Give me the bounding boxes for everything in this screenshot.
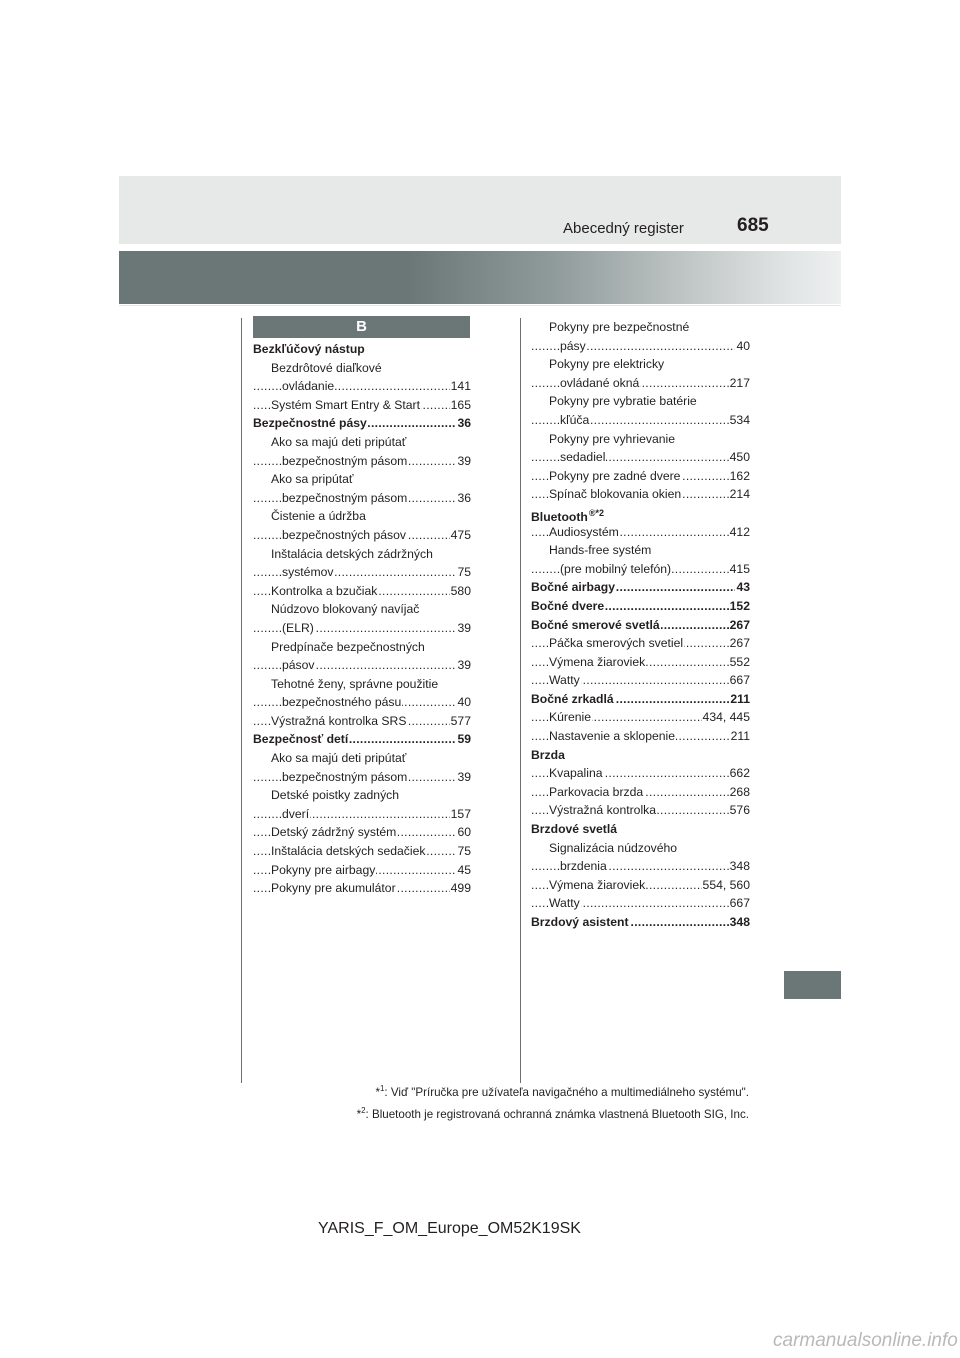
entry-text: Páčka smerových svetiel: [549, 636, 684, 651]
entry-text: Čistenie a údržba: [271, 509, 366, 524]
entry-page: 554, 560: [702, 876, 750, 895]
index-entry: [531, 318, 750, 337]
index-entry: [531, 578, 750, 597]
index-entry: [531, 708, 750, 727]
header-band: [119, 176, 841, 244]
entry-page: 75: [456, 842, 471, 861]
entry-text: Bezdrôtové diaľkové: [271, 360, 382, 375]
entry-text: Inštalácia detských zádržných: [271, 546, 433, 561]
entry-text: ovládanie: [282, 379, 335, 394]
entry-page: 43: [735, 578, 750, 597]
index-column-left: [253, 340, 471, 898]
index-entry: [531, 839, 750, 858]
entry-text: pásy: [560, 338, 586, 353]
watermark: carmanualsonline.info: [773, 1330, 958, 1351]
entry-text: Brzdové svetlá: [531, 822, 618, 837]
entry-text: Bočné airbagy: [531, 580, 615, 595]
entry-superscript: ®*2: [588, 507, 605, 518]
entry-page: 534: [729, 411, 750, 430]
index-entry: [531, 876, 750, 895]
entry-text: Výstražná kontrolka: [549, 803, 657, 818]
chapter-side-tab: [784, 971, 841, 999]
index-entry: [531, 504, 750, 523]
index-entry: [531, 374, 750, 393]
index-entry: [253, 470, 471, 489]
entry-page: 667: [729, 671, 750, 690]
index-entry: [531, 801, 750, 820]
entry-text: Pokyny pre bezpečnostné: [549, 320, 690, 334]
entry-text: Bezpečnosť detí: [253, 732, 349, 747]
entry-text: Signalizácia núdzového: [549, 840, 678, 855]
entry-page: 165: [450, 396, 471, 415]
index-entry: [531, 746, 750, 765]
entry-text: Bezpečnostné pásy: [253, 416, 367, 431]
entry-text: Hands-free systém: [549, 543, 652, 558]
index-entry: [253, 842, 471, 861]
index-entry: [531, 690, 750, 709]
index-entry: [253, 786, 471, 805]
entry-text: kľúča: [560, 412, 590, 427]
index-entry: [531, 913, 750, 932]
index-entry: [253, 414, 471, 433]
entry-page: 667: [729, 894, 750, 913]
entry-page: 214: [729, 485, 750, 504]
footnotes: [357, 1080, 749, 1124]
index-entry: [531, 337, 750, 356]
entry-page: 267: [729, 616, 750, 635]
index-entry: [253, 396, 471, 415]
entry-text: Tehotné ženy, správne použitie: [271, 676, 439, 691]
index-entry: [531, 671, 750, 690]
entry-page: 59: [456, 730, 471, 749]
index-entry: [253, 545, 471, 564]
entry-text: Bezkľúčový nástup: [253, 342, 365, 356]
document-id: YARIS_F_OM_Europe_OM52K19SK: [318, 1220, 581, 1237]
entry-text: dverí: [282, 806, 310, 821]
index-entry: [531, 467, 750, 486]
entry-text: (ELR): [282, 620, 314, 635]
entry-page: 348: [729, 913, 750, 932]
entry-text: Kvapalina: [549, 766, 603, 781]
entry-page: 141: [450, 377, 471, 396]
index-entry: [531, 411, 750, 430]
entry-page: 39: [456, 452, 471, 471]
entry-text: bezpečnostného pásu: [282, 695, 402, 710]
footnote-2: *$^2$: Bluetooth je registrovaná ochranná známka vlastnená Bluetooth SIG, Inc.: [356, 1105, 749, 1121]
entry-text: Bočné dvere: [531, 598, 605, 613]
entry-text: Pokyny pre akumulátor: [271, 881, 396, 896]
entry-text: Watty: [549, 896, 580, 911]
page-number: 685: [737, 215, 769, 236]
entry-text: Výstražná kontrolka SRS: [271, 713, 407, 728]
index-column-right: [531, 318, 750, 932]
entry-text: Bluetooth: [531, 510, 588, 523]
entry-text: bezpečnostným pásom: [282, 453, 408, 468]
index-entry: [531, 485, 750, 504]
entry-text: Brzdový asistent: [531, 915, 629, 929]
index-entry: [253, 805, 471, 824]
entry-text: Nastavenie a sklopenie: [549, 729, 676, 744]
entry-text: Parkovacia brzda: [549, 784, 644, 799]
entry-text: Núdzovo blokovaný navíjač: [271, 602, 420, 617]
index-entry: [531, 820, 750, 839]
entry-page: 39: [456, 656, 471, 675]
entry-text: Inštalácia detských sedačiek: [271, 844, 426, 859]
index-entry: [531, 894, 750, 913]
index-entry: [531, 430, 750, 449]
entry-page: 45: [456, 861, 471, 880]
entry-text: Detský zádržný systém: [271, 825, 397, 840]
entry-text: Watty: [549, 673, 580, 688]
index-entry: [253, 730, 471, 749]
index-entry: [253, 489, 471, 508]
index-entry: [531, 392, 750, 411]
footnote-1: *$^1$: Viď "Príručka pre užívateľa navigačného a multimediálneho systému".: [375, 1084, 749, 1099]
entry-text: Pokyny pre airbagy: [271, 862, 376, 877]
entry-text: Pokyny pre elektricky: [549, 357, 665, 372]
index-entry: [253, 452, 471, 471]
entry-text: Predpínače bezpečnostných: [271, 639, 425, 654]
index-entry: [253, 823, 471, 842]
entry-page: 162: [729, 467, 750, 486]
entry-page: 157: [450, 805, 471, 824]
entry-page: 475: [450, 526, 471, 545]
index-entry: [253, 433, 471, 452]
header-title: Abecedný register: [563, 220, 684, 237]
entry-text: ovládané okná: [560, 375, 640, 390]
entry-text: Kúrenie: [549, 710, 592, 725]
entry-text: sedadiel: [560, 450, 606, 465]
index-entry: [531, 764, 750, 783]
index-entry: [253, 359, 471, 378]
index-entry: [531, 616, 750, 635]
entry-page: 36: [456, 414, 471, 433]
entry-page: 40: [456, 693, 471, 712]
entry-page: 499: [450, 879, 471, 898]
middle-vertical-rule: [520, 318, 521, 1083]
entry-text: Audiosystém: [549, 524, 619, 539]
entry-page: 576: [729, 801, 750, 820]
index-entry: [253, 693, 471, 712]
index-entry: [253, 563, 471, 582]
entry-page: 268: [729, 783, 750, 802]
index-entry: [253, 749, 471, 768]
left-vertical-rule: [241, 318, 242, 1083]
entry-page: 577: [450, 712, 471, 731]
index-entry: [253, 768, 471, 787]
entry-page: 267: [729, 634, 750, 653]
entry-text: pásov: [282, 658, 315, 673]
entry-text: Detské poistky zadných: [271, 788, 400, 803]
index-entry: [253, 619, 471, 638]
entry-text: bezpečnostným pásom: [282, 490, 408, 505]
entry-page: 450: [729, 448, 750, 467]
index-entry: [531, 541, 750, 560]
entry-page: 217: [729, 374, 750, 393]
entry-page: 434, 445: [702, 708, 750, 727]
entry-text: Pokyny pre vyhrievanie: [549, 431, 675, 446]
entry-text: Bočné zrkadlá: [531, 691, 614, 706]
entry-page: 211: [729, 690, 750, 709]
entry-text: Ako sa pripútať: [271, 472, 354, 487]
entry-page: 152: [729, 597, 750, 616]
entry-text: systémov: [282, 565, 334, 580]
index-entry: [253, 656, 471, 675]
entry-text: bezpečnostných pásov: [282, 527, 406, 542]
index-entry: [253, 582, 471, 601]
entry-page: 39: [456, 619, 471, 638]
entry-page: 580: [450, 582, 471, 601]
entry-text: Bočné smerové svetlá: [531, 617, 660, 632]
index-entry: [531, 355, 750, 374]
index-entry: [531, 653, 750, 672]
index-entry: [253, 377, 471, 396]
entry-text: Ako sa majú deti pripútať: [271, 751, 407, 766]
divider: [119, 305, 841, 306]
entry-text: Systém Smart Entry & Start: [271, 397, 420, 412]
index-entry: [531, 727, 750, 746]
entry-page: 39: [456, 768, 471, 787]
entry-page: 415: [729, 560, 750, 579]
entry-page: 60: [456, 823, 471, 842]
entry-page: 75: [456, 563, 471, 582]
index-entry: [253, 879, 471, 898]
index-entry: [531, 448, 750, 467]
index-entry: [253, 638, 471, 657]
entry-page: 348: [729, 857, 750, 876]
entry-text: Výmena žiaroviek: [549, 654, 646, 669]
entry-text: Spínač blokovania okien: [549, 487, 682, 502]
entry-text: Pokyny pre vybratie batérie: [549, 394, 697, 409]
index-entry: [531, 857, 750, 876]
index-entry: [531, 560, 750, 579]
index-entry: [253, 340, 471, 359]
index-entry: [531, 634, 750, 653]
entry-text: Brzda: [531, 747, 565, 762]
index-entry: [253, 507, 471, 526]
index-entry: [253, 526, 471, 545]
entry-page: 36: [456, 489, 471, 508]
entry-text: Ako sa majú deti pripútať: [271, 434, 407, 449]
entry-text: Výmena žiaroviek: [549, 877, 646, 892]
entry-text: brzdenia: [560, 859, 607, 874]
entry-text: (pre mobilný telefón): [560, 561, 672, 576]
entry-page: 662: [729, 764, 750, 783]
entry-page: 412: [729, 523, 750, 542]
entry-text: Kontrolka a bzučiak: [271, 583, 378, 598]
index-entry: [531, 597, 750, 616]
index-entry: [531, 783, 750, 802]
index-entry: [531, 523, 750, 542]
index-entry: [253, 712, 471, 731]
entry-text: Pokyny pre zadné dvere: [549, 468, 681, 483]
index-entry: [253, 600, 471, 619]
entry-page: 552: [729, 653, 750, 672]
entry-page: 211: [730, 727, 750, 746]
entry-page: 40: [735, 337, 750, 356]
index-entry: [253, 675, 471, 694]
section-letter-header: B: [253, 316, 470, 338]
chapter-gradient-bar: [119, 251, 841, 304]
entry-text: bezpečnostným pásom: [282, 769, 408, 784]
index-entry: [253, 861, 471, 880]
